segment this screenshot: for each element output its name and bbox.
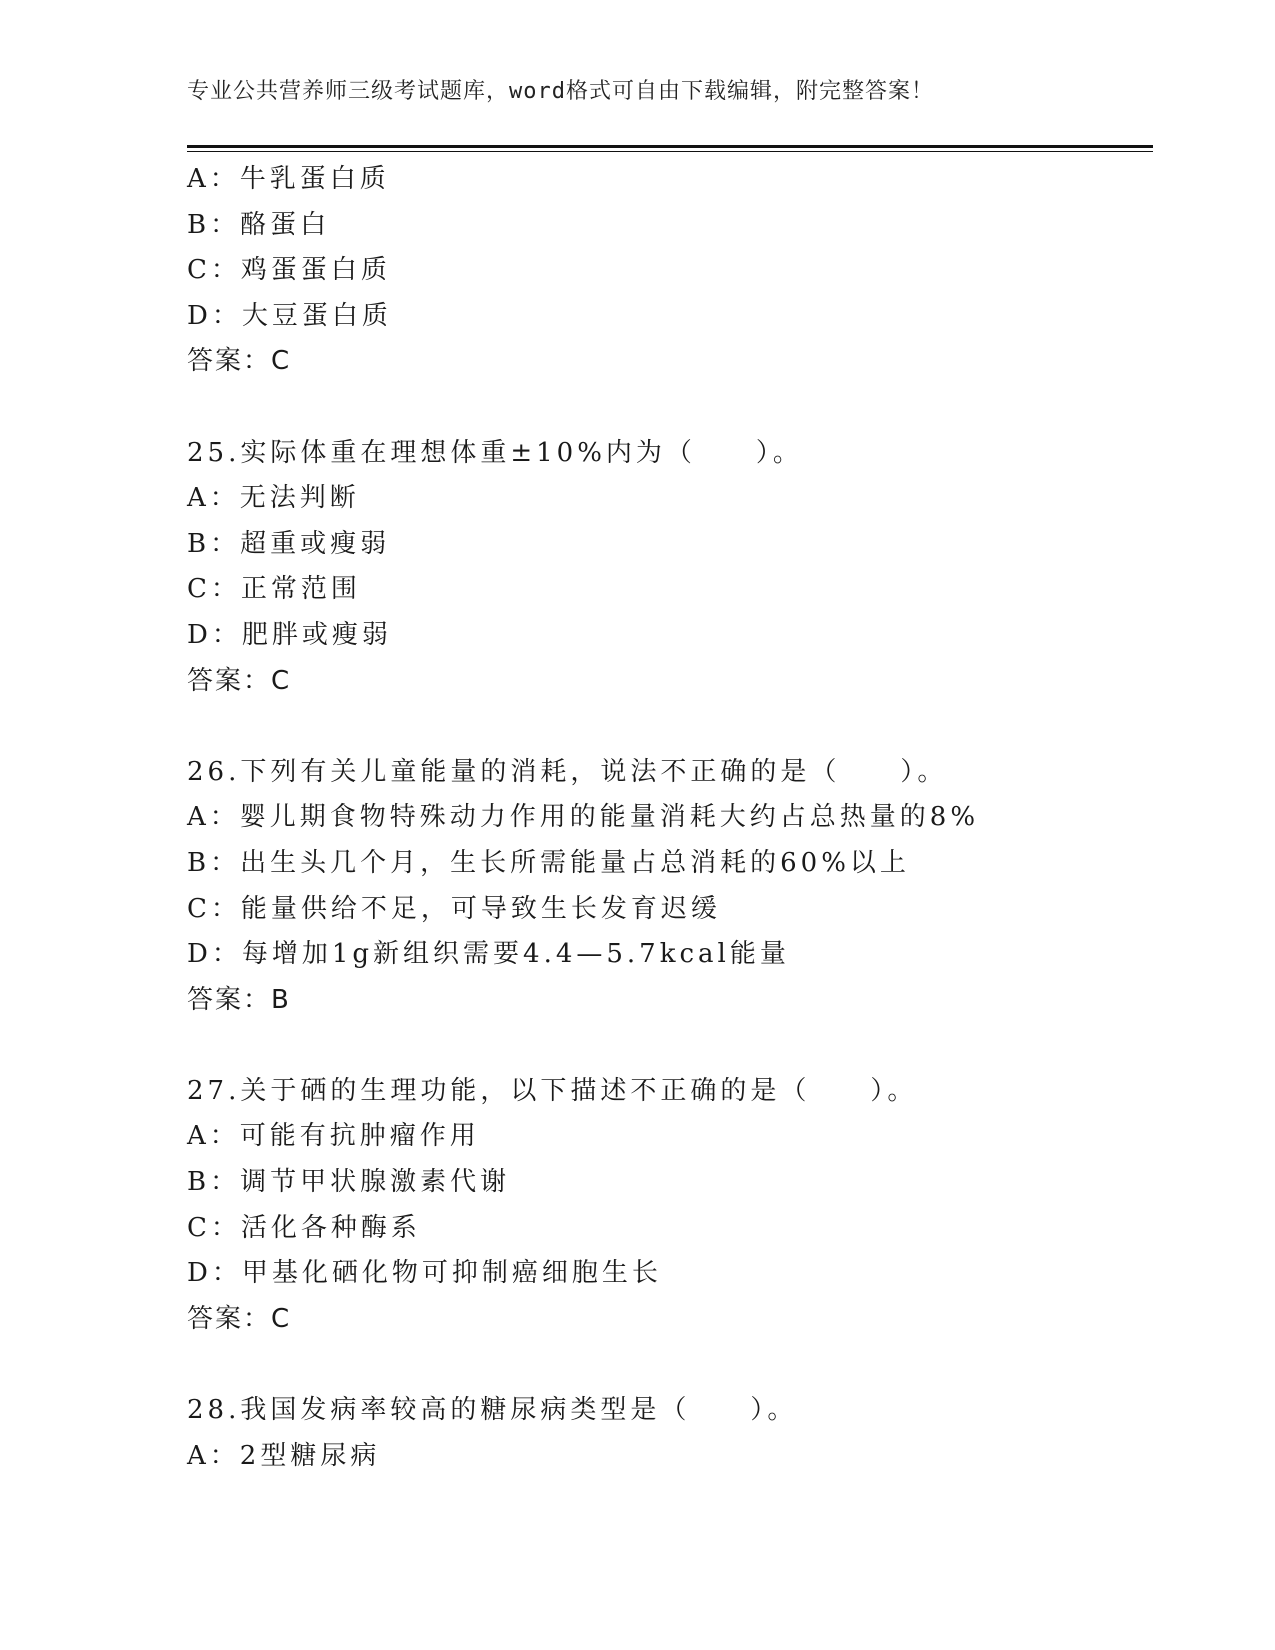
option-b: B：超重或瘦弱 <box>187 528 391 559</box>
answer: 答案：C <box>187 665 292 696</box>
option-b: B：酪蛋白 <box>187 209 331 240</box>
document-body <box>187 157 1147 1479</box>
question-stem: 27.关于硒的生理功能，以下描述不正确的是（ ）。 <box>187 1075 918 1106</box>
page-header: 专业公共营养师三级考试题库，word格式可自由下载编辑，附完整答案！ <box>187 79 934 104</box>
question-stem: 26.下列有关儿童能量的消耗，说法不正确的是（ ）。 <box>187 756 948 787</box>
header-rule-thin <box>187 151 1153 152</box>
option-b: B：调节甲状腺激素代谢 <box>187 1167 511 1198</box>
option-a: A：牛乳蛋白质 <box>187 164 390 194</box>
answer: 答案：C <box>187 1303 292 1334</box>
header-rule-thick <box>187 145 1153 148</box>
question-25 <box>187 431 1147 705</box>
option-a: A：无法判断 <box>187 483 360 514</box>
option-d: D：每增加1g新组织需要4.4—5.7kcal能量 <box>187 939 790 970</box>
option-c: C：鸡蛋蛋白质 <box>187 255 391 286</box>
question-stem: 28.我国发病率较高的糖尿病类型是（ ）。 <box>187 1395 798 1426</box>
question-stem: 25.实际体重在理想体重±10%内为（ ）。 <box>187 437 803 468</box>
option-c: C：正常范围 <box>187 574 361 605</box>
spacer <box>187 385 1147 431</box>
option-c: C：能量供给不足，可导致生长发育迟缓 <box>187 893 721 924</box>
question-24-continued <box>187 157 1147 385</box>
answer: 答案：C <box>187 346 292 377</box>
option-d: D：甲基化硒化物可抑制癌细胞生长 <box>187 1258 662 1289</box>
answer: 答案：B <box>187 984 291 1015</box>
option-b: B：出生头几个月，生长所需能量占总消耗的60%以上 <box>187 847 910 878</box>
question-27 <box>187 1069 1147 1343</box>
spacer <box>187 1342 1147 1388</box>
spacer <box>187 704 1147 750</box>
option-c: C：活化各种酶系 <box>187 1212 421 1243</box>
option-d: D：大豆蛋白质 <box>187 300 392 331</box>
spacer <box>187 1023 1147 1069</box>
option-d: D：肥胖或瘦弱 <box>187 619 392 650</box>
option-a: A：2型糖尿病 <box>187 1440 381 1471</box>
option-a: A：婴儿期食物特殊动力作用的能量消耗大约占总热量的8% <box>187 802 980 833</box>
question-26 <box>187 750 1147 1024</box>
option-a: A：可能有抗肿瘤作用 <box>187 1121 480 1152</box>
question-28 <box>187 1388 1147 1479</box>
